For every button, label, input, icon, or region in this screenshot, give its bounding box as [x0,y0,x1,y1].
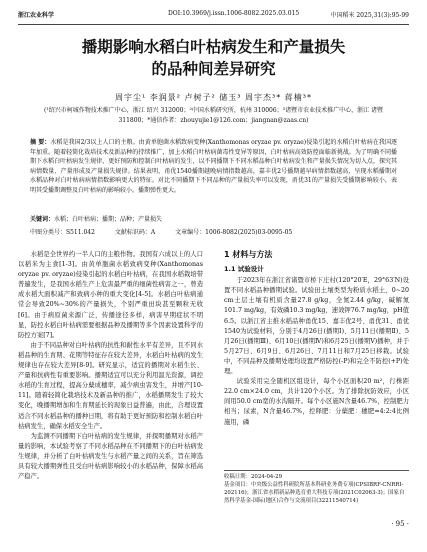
keywords [30,215,397,225]
abstract-text: 水稻是我国2/3以上人口的主粮。由黄单胞菌水稻致病变种(Xanthomonas oryzae pv. oryzae)侵染引起的水稻白叶枯病在我国逐年加重。随着轻简化栽培技术及新品种的持续推广，加上水稻白叶枯病菌毒性变异等原因，白叶枯病高效防控面临新挑战。为了明确不同播期下水稻白叶枯病发生规律，更好预防和控制白叶枯病的发生，以不同播期下不同水稻品种白叶枯病发生和产量损失情况为切入点，探究其病情数量、产量形成及产量损失规律。结果表明，甬优1540播期越晚病情指数越高，嘉丰优2号播期越早病情指数越高，呈现水稻播期对水稻品种对白叶枯病病情指数影响更大的特征。对比不同播期下不同品种的产量损失率可以发现，甬优31的产量损失受播期影响较小，表明其受播期调整及白叶枯病的影响较小，播期弹性更大。 [30,139,398,194]
doi: DOI:10.3969/j.issn.1006-8082.2025.03.015 [168,10,300,17]
body-left-column [18,250,203,482]
section-heading: 1 材料与方法 [224,250,273,259]
header-divider [18,24,409,25]
keywords-label: 关键词： [30,216,55,223]
funding-label: 基金项目： [224,482,251,488]
author-list: 周宇尘¹ 李润景² 卢树子² 储玉³ 周宇杰³* 蒋楠³* [115,93,312,102]
funding-note [224,481,409,505]
abstract-label: 摘 要： [30,139,51,146]
funding-text: 中央级公益性科研院所基本科研业务费专项(CPSIBRF-CNRRI-202116)；浙江省水稻新品种选育重大科技专项(2021C02063-3)；国家自然科学基金-国际(地区)合作与交流项目(32211540714) [224,482,405,504]
running-header [18,10,409,22]
title-line-1: 播期影响水稻白叶枯病发生和产量损失 [81,38,346,56]
article-title [0,36,427,80]
keywords-text: 水稻；白叶枯病；播期；品种；产量损失 [54,216,163,223]
page-number: · 95 · [391,520,409,528]
abstract [30,138,397,196]
body-right-column [224,250,409,428]
document-code: 文献标识码：A [114,229,156,236]
article-number: 文章编号：1006-8082(2025)03-0095-05 [175,229,293,236]
subsection-heading: 1.1 试验设计 [224,265,264,274]
issue-info: 中国稻米 2025,31(3):95-99 [330,12,409,19]
body-paragraph: 水稻是全世界约一半人口的主粮作物。我国有六成以上的人口以稻米为主食[1-3]。由黄单胞菌水稻致病变种(Xanthomonas oryzae pv. oryzae)侵染引起的水稻白叶枯病，在我国水稻栽培带普遍发生，是我国水稻生产上危害最严重的细菌性病害之一，曾造成水稻大面积减产和致病小种的重大变化[4-5]。水稻白叶枯病通常会导致20%~30%的产量损失，个别严重田块甚至颗粒无收[6]。由于病原菌来源广泛，传播途径多样，病害早期症状不明显，防控水稻白叶枯病需要根据品种及播期等多个因素设置科学的防控方案[7]。 [18,251,203,339]
journal-name: 浙江农业科学 [18,13,55,19]
body-paragraph: 由于不同品种对白叶枯病的抗性和耐性水平有差异，且不同水稻品种的生育期、花期等特征存在较大差异，水稻白叶枯病的发生规律也存在较大差异[8-9]。研究显示，适宜的播期对水稻生长、产量和抗病性有重要影响。播期适宜可以充分利用温光资源，调控水稻的生育过程，提高分蘖成穗率，减少病虫害发生，并增产[10-11]。随着轻简化栽培技术及新品种的推广，水稻播期发生了较大变化，晚播期增加和生育期延长的现象日益普遍，由此，合理设置适合不同水稻品种的播种日期，将有助于更好预防和控制水稻白叶枯病发生，确保水稻安全生产。 [18,341,203,430]
body-paragraph: 为监测不同播期下白叶枯病的发生规律，并探明播期对水稻产量的影响，本试验考察了不同水稻品种在不同播期下的白叶枯病发生规律，并分析了白叶枯病发生与水稻产量之间的关系，旨在筛选具有较大播期弹性且受白叶枯病影响较小的水稻品种，保障水稻高产稳产。 [18,432,203,481]
affiliations: (¹绍兴市柯城作物技术推广中心，浙江 绍兴 312000；²中国水稻研究所，杭州 310006；³诸暨市农业技术推广中心，浙江 诸暨 311800；*通信作者：zhouyujie1@126.com；jiangnan@zaas.cn) [44,107,383,124]
body-paragraph: 试验采用完全随机区组设计，每个小区面积20 m²，行株距22.0 cm×24.0 cm，共计120个小区。为了排除抗防效应，小区间用50.0 cm宽的水沟隔开。每个小区施N含量46.7%，控制肥力相当；尿素，N含量46.7%，控释肥：分蘖肥：穗肥=4:2:4比例施用，磷 [224,378,409,426]
body-paragraph: 于2023年在浙江省诸暨市桥下庄村(120°20′E，29°63′N)设置不同水稻品种播期试验。试验田土壤类型为粉质水稻土，0~20 cm土层土壤有机质含量27.8 g/kg，全氮2.44 g/kg，碱解氮101.7 mg/kg，有效磷10.3 mg/kg，速效钾76.7 mg/kg，pH值6.5。以浙江省主推水稻品种甬优15、嘉丰优2号、甬优31、甬优1540为试验材料，分别于4月26日(播期Ⅰ)、5月11日(播期Ⅱ)、5月26日(播期Ⅲ)、6月10日(播期Ⅳ)和6月25日(播期Ⅴ)播种，并于5月27日、6月9日、6月26日、7月11日和7月25日移栽。试验中，不同品种及播期处理均设置严格防控(-P)和完全不防控(+P)处理。 [224,277,409,376]
title-line-2: 的品种间差异研究 [151,60,276,78]
received-date: 收稿日期：2024-04-29 [224,474,283,480]
classification-line [30,228,397,238]
footnote [224,470,409,505]
clc-number: 中图分类号：S511.042 [30,229,95,236]
